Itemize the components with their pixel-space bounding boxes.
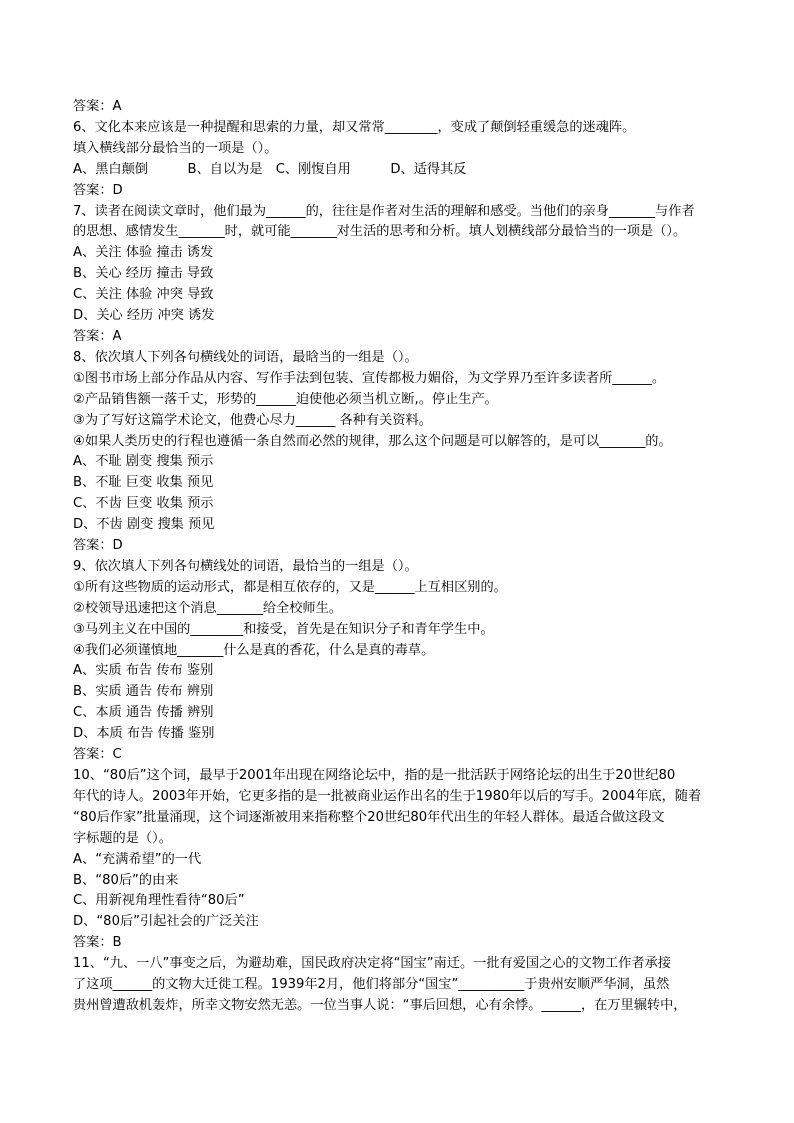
text-line: ④我们必须谨慎地_______什么是真的香花，什么是真的毒草。 <box>73 642 435 658</box>
text-line: B、实质 通告 传布 辨别 <box>73 684 214 700</box>
text-line: B、不耻 巨变 收集 预见 <box>73 475 214 491</box>
text-line: 7、读者在阅读文章时，他们最为______的，往往是作者对生活的理解和感受。当他们的亲身_______与作者 <box>73 203 695 219</box>
text-line: 6、文化本来应该是一种提醒和思索的力量，却又常常________，变成了颠倒轻重缓急的迷魂阵。 <box>73 119 636 135</box>
text-line: A、实质 布告 传布 鉴别 <box>73 663 214 679</box>
text-line: 答案：D <box>73 538 123 554</box>
text-line: ②校领导迅速把这个消息_______给全校师生。 <box>73 600 342 616</box>
text-line: ③为了写好这篇学术论文，他费心尽力______ 各种有关资料。 <box>73 412 432 428</box>
text-line: B、“80后”的由来 <box>73 872 179 888</box>
text-line: 答案：A <box>73 328 122 344</box>
text-line: B、关心 经历 撞击 导致 <box>73 266 214 282</box>
text-line: 8、依次填人下列各句横线处的词语，最晗当的一组是（）。 <box>73 349 418 365</box>
text-line: “80后作家”批量涌现，这个词逐渐被用来指称整个20世纪80年代出生的年轻人群体。最适合做这段文 <box>73 809 665 825</box>
text-line: ①图书市场上部分作品从内容、写作手法到包装、宣传都极力媚俗，为文学界乃至许多读者所______。 <box>73 370 666 386</box>
text-line: 答案：A <box>73 99 122 114</box>
text-line: 填入横线部分最恰当的一项是（）。 <box>73 140 278 156</box>
text-line: 贵州曾遭敌机轰炸，所幸文物安然无恙。一位当事人说：“事后回想，心有余悸。______，在万里辗转中， <box>73 997 687 1013</box>
text-line: C、用新视角理性看待“80后” <box>73 893 245 909</box>
text-line: 答案：B <box>73 935 122 951</box>
text-line: 的思想、感情发生_______时，就可能_______对生活的思考和分析。填人划横线部分最恰当的一项是（）。 <box>73 224 687 240</box>
text-line: 答案：C <box>73 747 122 763</box>
text-line: ②产品销售额一落千丈，形势的______迫使他必须当机立断,。停止生产。 <box>73 391 498 407</box>
text-line: 年代的诗人。2003年开始，它更多指的是一批被商业运作出名的生于1980年以后的写手。2004年底，随着 <box>73 788 702 804</box>
text-line: A、不耻 剧变 搜集 预示 <box>73 454 214 470</box>
text-line: ①所有这些物质的运动形式，都是相互依存的，又是______上互相区别的。 <box>73 579 507 595</box>
text-line: ④如果人类历史的行程也遵循一条自然而必然的规律，那么这个问题是可以解答的，是可以_______的。 <box>73 433 672 449</box>
text-line: 答案：D <box>73 182 123 198</box>
text-line: D、“80后”引起社会的广泛关注 <box>73 914 259 930</box>
text-line: 了这项______的文物大迁徙工程。1939年2月，他们将部分“国宝”__________于贵州安顺严华洞，虽然 <box>73 977 670 993</box>
text-line: 10、“80后”这个词，最早于2001年出现在网络论坛中，指的是一批活跃于网络论坛的出生于20世纪80 <box>73 768 676 783</box>
text-line: A、“充满希望”的一代 <box>73 851 202 867</box>
text-line: D、关心 经历 冲突 诱发 <box>73 308 215 324</box>
text-line: 9、依次填人下列各句横线处的词语，最恰当的一组是（）。 <box>73 558 418 574</box>
document-body <box>73 97 733 1017</box>
text-line: C、本质 通告 传播 辨别 <box>73 705 214 721</box>
text-line: C、不齿 巨变 收集 预示 <box>73 496 214 512</box>
text-line: C、关注 体验 冲突 导致 <box>73 287 214 303</box>
text-line: 字标题的是（）。 <box>73 830 172 846</box>
text-line: ③马列主义在中国的________和接受，首先是在知识分子和青年学生中。 <box>73 621 494 637</box>
text-line: A、关注 体验 撞击 诱发 <box>73 245 214 261</box>
text-line: D、不齿 剧变 搜集 预见 <box>73 517 215 533</box>
text-line: A、黑白颠倒 B、自以为是 C、刚愎自用 D、适得其反 <box>73 161 467 177</box>
text-line: 11、“九、一八”事变之后，为避劫难，国民政府决定将“国宝”南迁。一批有爱国之心的文物工作者承接 <box>73 956 671 972</box>
text-line: D、本质 布告 传播 鉴别 <box>73 726 215 742</box>
